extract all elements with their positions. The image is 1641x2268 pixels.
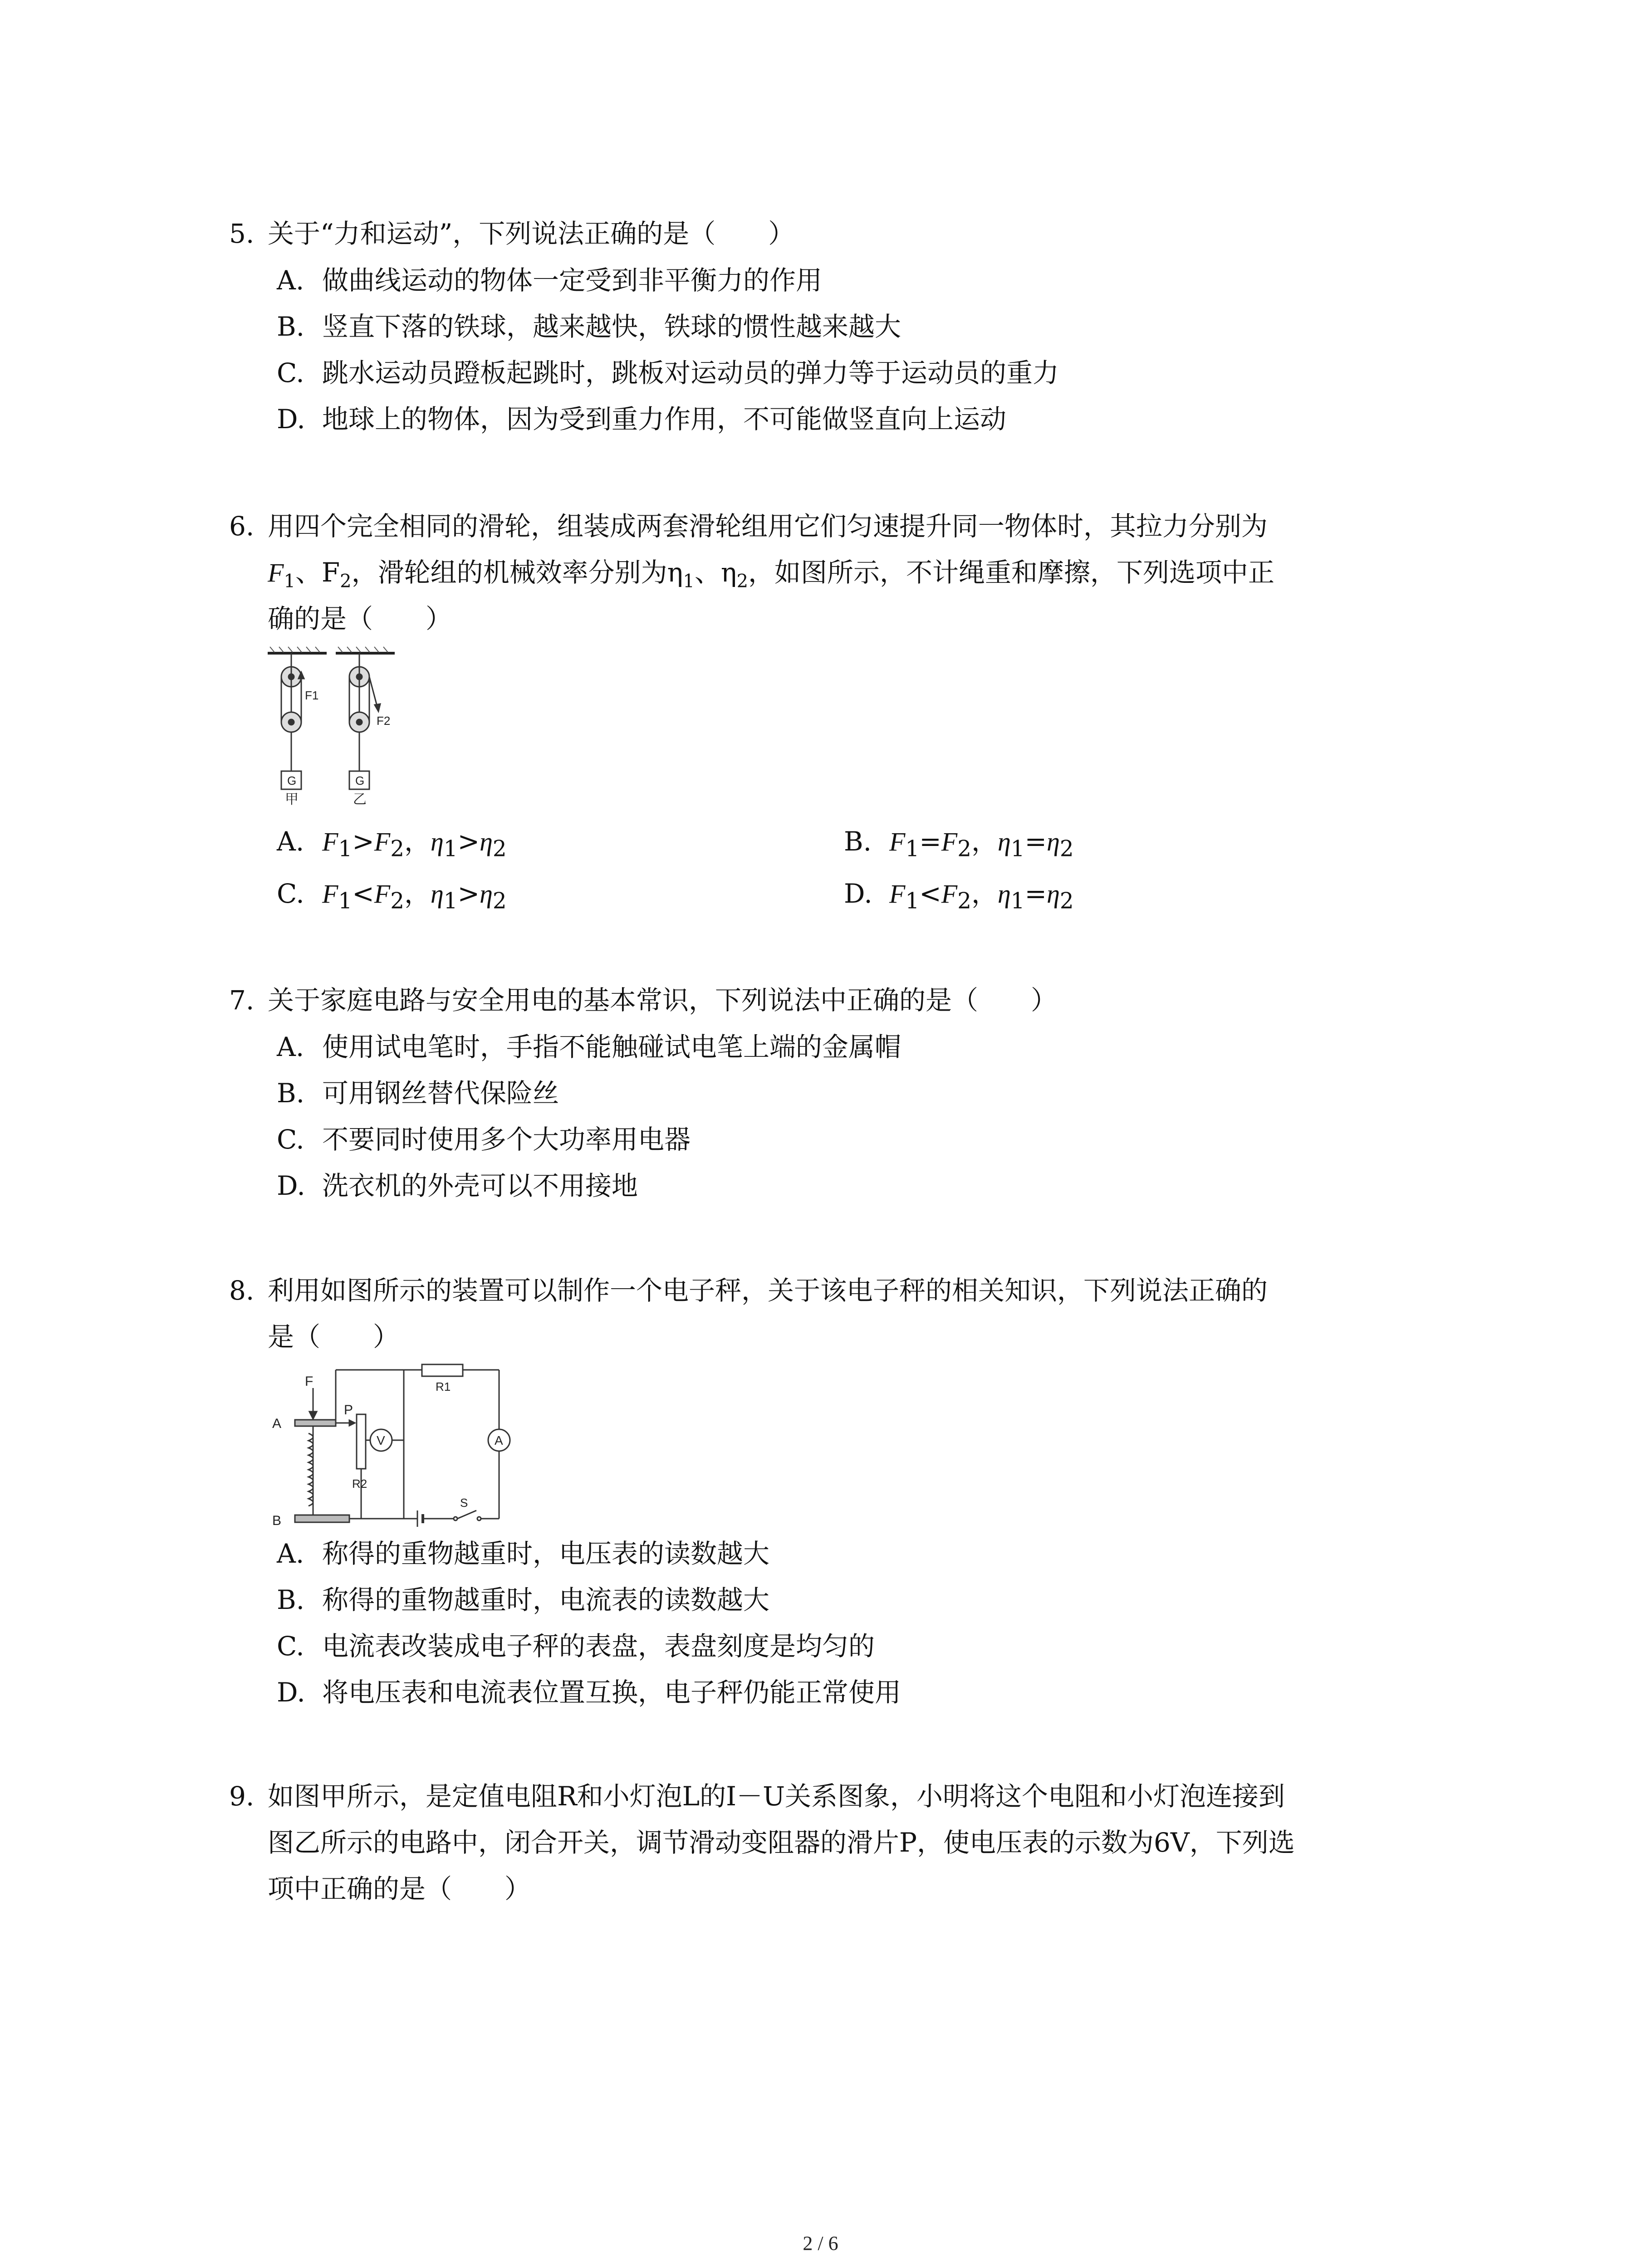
label-r2: R2 bbox=[352, 1477, 367, 1491]
label-yi: 乙 bbox=[353, 792, 367, 807]
label-a-plate: A bbox=[272, 1416, 282, 1431]
label-f2: F2 bbox=[377, 714, 391, 728]
ammeter-label: A bbox=[495, 1433, 503, 1447]
question-stem-line-2: 是（ ） bbox=[268, 1321, 400, 1352]
option-d: D. 地球上的物体，因为受到重力作用，不可能做竖直向上运动 bbox=[277, 404, 1007, 435]
option-d: D. 洗衣机的外壳可以不用接地 bbox=[277, 1170, 638, 1201]
option-c: C. $F_1<F_2$，$\eta_1>\eta_2$ bbox=[277, 878, 507, 914]
label-s: S bbox=[460, 1496, 468, 1510]
question-number: 7. bbox=[229, 985, 255, 1016]
question-stem-line-1: 利用如图所示的装置可以制作一个电子秤，关于该电子秤的相关知识，下列说法正确的 bbox=[268, 1275, 1268, 1306]
question-stem-line-1: 如图甲所示，是定值电阻R和小灯泡L的I－U关系图象，小明将这个电阻和小灯泡连接到 bbox=[268, 1781, 1285, 1812]
label-r1: R1 bbox=[436, 1380, 451, 1393]
label-jia: 甲 bbox=[285, 792, 299, 807]
page-number: 2 / 6 bbox=[803, 2232, 838, 2254]
option-a: A. $F_1>F_2$，$\eta_1>\eta_2$ bbox=[277, 826, 507, 862]
pulley-system-jia bbox=[281, 653, 304, 789]
label-p: P bbox=[344, 1403, 353, 1418]
option-b: B. 可用钢丝替代保险丝 bbox=[277, 1078, 559, 1109]
option-d: D. $F_1<F_2$，$\eta_1=\eta_2$ bbox=[844, 878, 1074, 914]
label-f1: F1 bbox=[305, 689, 319, 702]
question-stem: 关于“力和运动”，下列说法正确的是（ ） bbox=[268, 218, 795, 249]
pulley-system-yi bbox=[349, 653, 380, 789]
option-a: A. 称得的重物越重时，电压表的读数越大 bbox=[277, 1538, 770, 1569]
option-a: A. 使用试电笔时，手指不能触碰试电笔上端的金属帽 bbox=[277, 1031, 901, 1062]
question-number: 9. bbox=[229, 1781, 255, 1812]
question-number: 5. bbox=[229, 218, 255, 249]
question-stem: 关于家庭电路与安全用电的基本常识，下列说法中正确的是（ ） bbox=[268, 985, 1058, 1016]
question-stem-line-3: 项中正确的是（ ） bbox=[268, 1873, 531, 1904]
option-c: C. 不要同时使用多个大功率用电器 bbox=[277, 1124, 691, 1155]
option-c: C. 电流表改装成电子秤的表盘，表盘刻度是均匀的 bbox=[277, 1631, 875, 1662]
label-g: G bbox=[355, 774, 365, 787]
question-number: 6. bbox=[229, 511, 255, 542]
option-a: A. 做曲线运动的物体一定受到非平衡力的作用 bbox=[277, 265, 823, 296]
option-b: B. $F_1=F_2$，$\eta_1=\eta_2$ bbox=[844, 826, 1074, 862]
label-f: F bbox=[305, 1374, 314, 1389]
voltmeter-label: V bbox=[377, 1433, 385, 1447]
label-b-plate: B bbox=[272, 1513, 282, 1528]
question-stem-line-3: 确的是（ ） bbox=[268, 603, 452, 634]
question-number: 8. bbox=[229, 1275, 255, 1306]
question-stem-line-2: 图乙所示的电路中，闭合开关，调节滑动变阻器的滑片P，使电压表的示数为6V，下列选 bbox=[268, 1827, 1295, 1858]
question-stem-line-2: $F_1$、$F_2$，滑轮组的机械效率分别为$\eta_1$、$\eta_2$，如图所示，不计绳重和摩擦，下列选项中正 bbox=[268, 557, 1275, 592]
option-b: B. 竖直下落的铁球，越来越快，铁球的惯性越来越大 bbox=[277, 311, 901, 342]
pulley-figure bbox=[263, 644, 408, 812]
option-d: D. 将电压表和电流表位置互换，电子秤仍能正常使用 bbox=[277, 1677, 901, 1708]
option-c: C. 跳水运动员蹬板起跳时，跳板对运动员的弹力等于运动员的重力 bbox=[277, 357, 1059, 388]
label-g: G bbox=[287, 774, 297, 787]
electronic-scale-circuit bbox=[268, 1361, 540, 1533]
question-stem-line-1: 用四个完全相同的滑轮，组装成两套滑轮组用它们匀速提升同一物体时，其拉力分别为 bbox=[268, 511, 1268, 542]
option-b: B. 称得的重物越重时，电流表的读数越大 bbox=[277, 1584, 770, 1615]
